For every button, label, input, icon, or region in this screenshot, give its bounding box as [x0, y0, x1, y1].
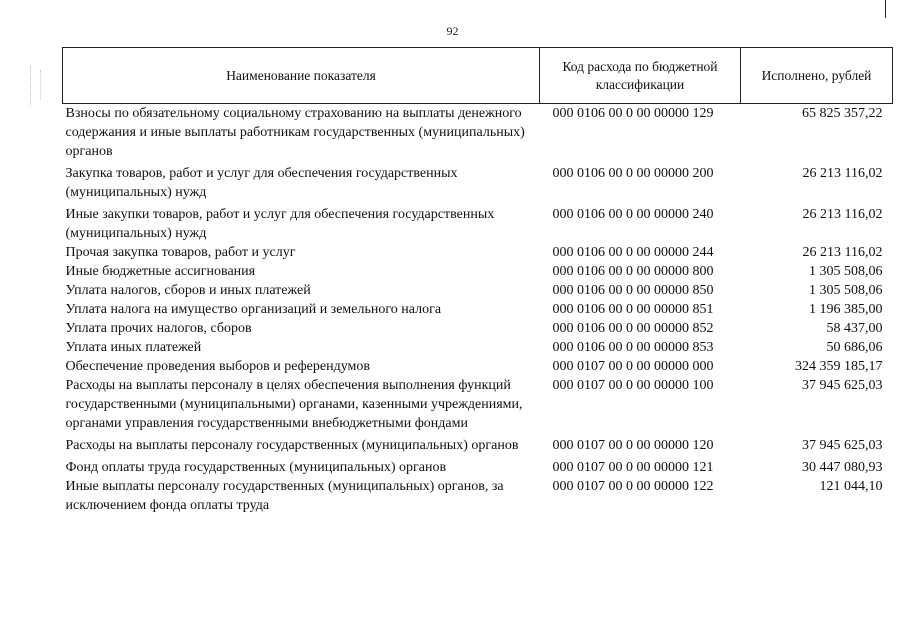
header-indicator-name: Наименование показателя — [63, 48, 540, 104]
table-row — [63, 164, 893, 205]
header-expense-code: Код расхода по бюджетной классификации — [540, 48, 741, 104]
table-row — [63, 205, 893, 243]
row-code: 000 0107 00 0 00 00000 100 — [552, 378, 714, 393]
row-amount: 26 213 116,02 — [802, 245, 883, 260]
row-amount: 37 945 625,03 — [802, 378, 883, 393]
row-name: Иные закупки товаров, работ и услуг для обеспечения государственных (муниципальных) нужд — [65, 207, 495, 241]
row-amount: 58 437,00 — [826, 321, 883, 336]
table-row — [63, 262, 893, 281]
table-row — [63, 300, 893, 319]
table-row — [63, 357, 893, 376]
row-amount: 30 447 080,93 — [802, 460, 883, 475]
table-header-row — [63, 48, 893, 104]
row-amount: 324 359 185,17 — [795, 359, 883, 374]
table-row — [63, 243, 893, 262]
row-code: 000 0107 00 0 00 00000 120 — [552, 438, 714, 453]
table-row — [63, 436, 893, 458]
row-code: 000 0106 00 0 00 00000 800 — [552, 264, 714, 279]
page-number: 92 — [446, 24, 459, 38]
table-row — [63, 104, 893, 165]
row-code: 000 0107 00 0 00 00000 000 — [552, 359, 714, 374]
row-code: 000 0106 00 0 00 00000 853 — [552, 340, 714, 355]
table-row — [63, 376, 893, 436]
row-code: 000 0106 00 0 00 00000 851 — [552, 302, 714, 317]
row-name: Иные выплаты персоналу государственных (муниципальных) органов, за исключением фонда оплаты труда — [65, 479, 504, 513]
row-amount: 1 305 508,06 — [809, 264, 883, 279]
row-name: Взносы по обязательному социальному страхованию на выплаты денежного содержания и иные выплаты работникам государственных (муниципальных) органов — [65, 106, 525, 159]
scan-margin-marks-2 — [40, 70, 42, 100]
row-amount: 1 196 385,00 — [809, 302, 883, 317]
budget-execution-table — [62, 47, 893, 515]
scan-margin-marks — [30, 66, 45, 106]
row-name: Уплата иных платежей — [65, 340, 202, 355]
row-name: Уплата налогов, сборов и иных платежей — [65, 283, 311, 298]
row-name: Уплата налога на имущество организаций и земельного налога — [65, 302, 442, 317]
row-name: Закупка товаров, работ и услуг для обеспечения государственных (муниципальных) нужд — [65, 166, 458, 200]
table-row — [63, 281, 893, 300]
row-amount: 121 044,10 — [819, 479, 883, 494]
row-amount: 26 213 116,02 — [802, 166, 883, 181]
row-name: Обеспечение проведения выборов и референдумов — [65, 359, 370, 374]
scan-edge-line — [885, 0, 886, 18]
row-code: 000 0106 00 0 00 00000 129 — [552, 106, 714, 121]
table-row — [63, 458, 893, 477]
row-code: 000 0107 00 0 00 00000 121 — [552, 460, 714, 475]
row-name: Уплата прочих налогов, сборов — [65, 321, 252, 336]
row-amount: 65 825 357,22 — [802, 106, 883, 121]
row-amount: 1 305 508,06 — [809, 283, 883, 298]
row-code: 000 0106 00 0 00 00000 240 — [552, 207, 714, 222]
row-name: Расходы на выплаты персоналу в целях обеспечения выполнения функций государственными (муниципальными) органами, казенными учреждениями, органами управления государственными внебюджетными фондами — [65, 378, 523, 431]
row-code: 000 0106 00 0 00 00000 852 — [552, 321, 714, 336]
row-code: 000 0107 00 0 00 00000 122 — [552, 479, 714, 494]
table-row — [63, 338, 893, 357]
row-name: Фонд оплаты труда государственных (муниципальных) органов — [65, 460, 447, 475]
row-code: 000 0106 00 0 00 00000 200 — [552, 166, 714, 181]
row-code: 000 0106 00 0 00 00000 850 — [552, 283, 714, 298]
row-amount: 37 945 625,03 — [802, 438, 883, 453]
table-row — [63, 319, 893, 338]
row-name: Прочая закупка товаров, работ и услуг — [65, 245, 296, 260]
row-amount: 26 213 116,02 — [802, 207, 883, 222]
table-row — [63, 477, 893, 515]
row-name: Иные бюджетные ассигнования — [65, 264, 256, 279]
row-code: 000 0106 00 0 00 00000 244 — [552, 245, 714, 260]
row-amount: 50 686,06 — [826, 340, 883, 355]
header-executed-amount: Исполнено, рублей — [741, 48, 893, 104]
row-name: Расходы на выплаты персоналу государственных (муниципальных) органов — [65, 438, 519, 453]
